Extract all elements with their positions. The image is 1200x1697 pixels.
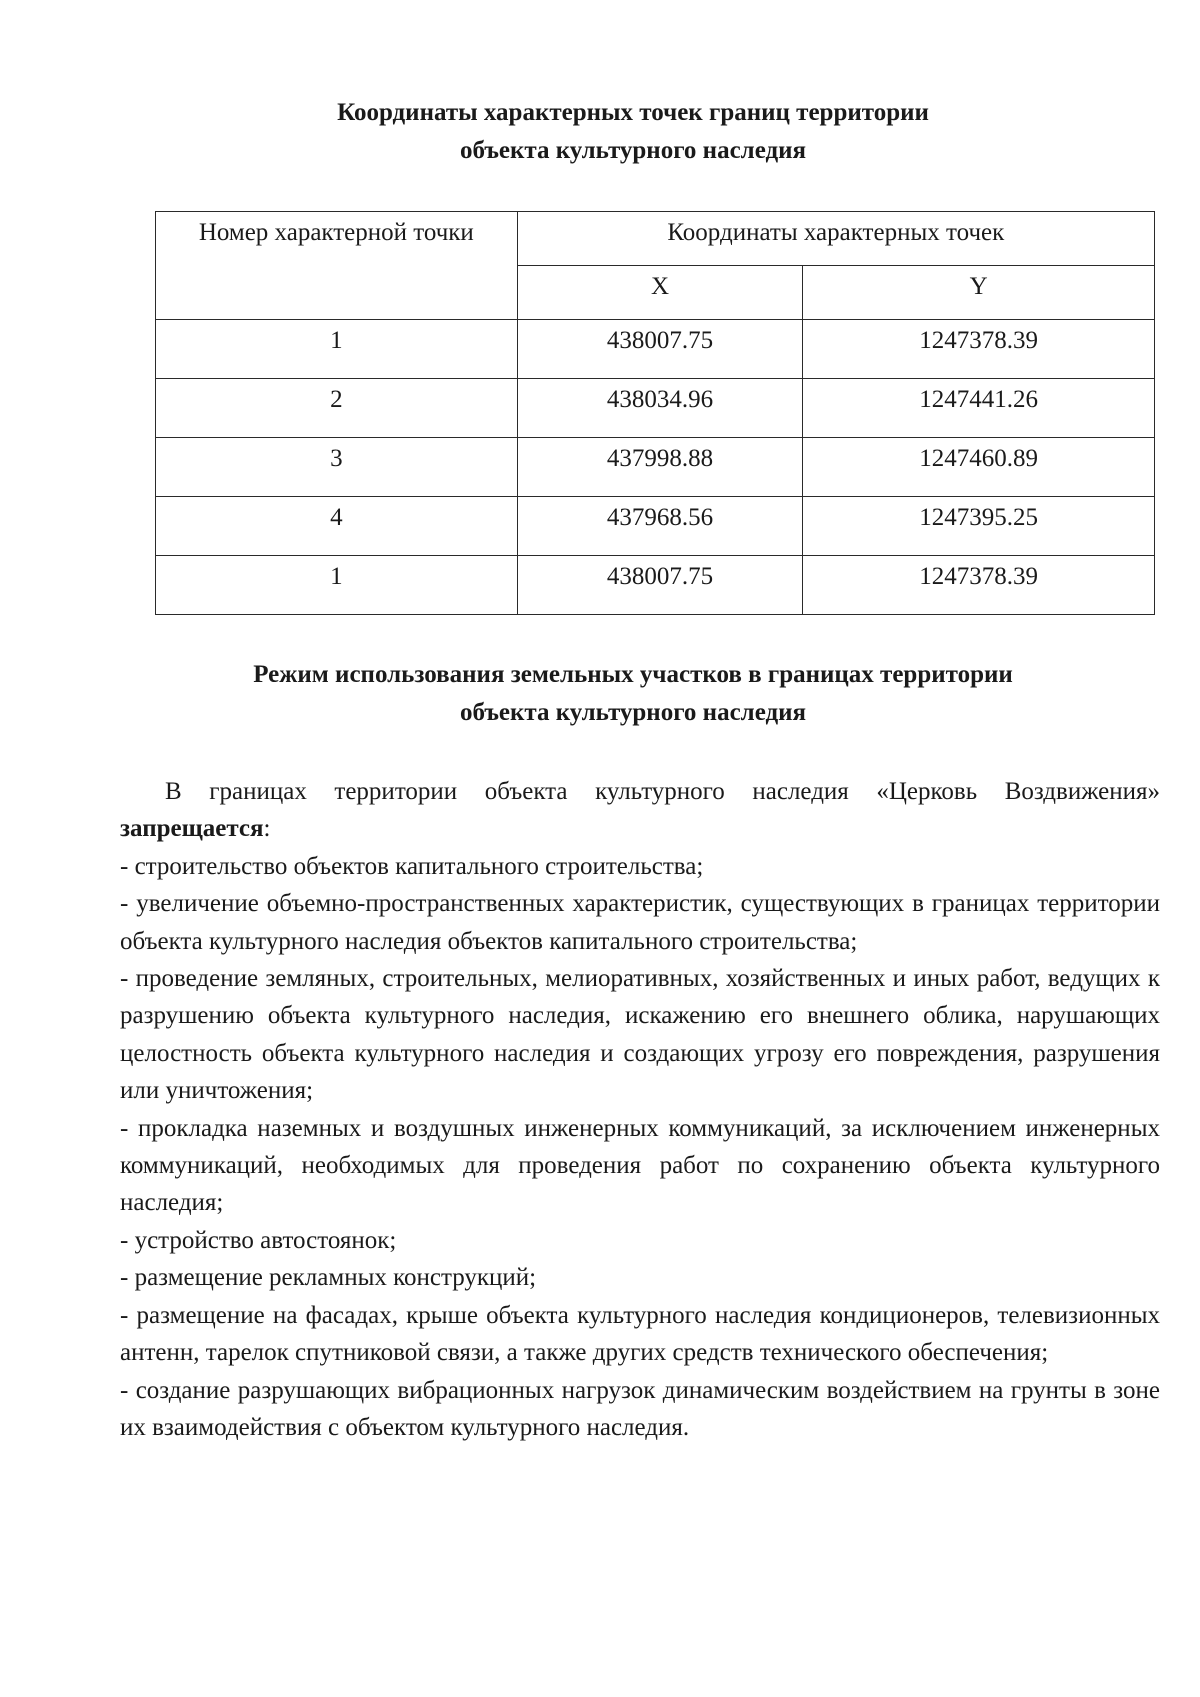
list-item: - строительство объектов капитального строительства;	[120, 852, 704, 880]
coordinates-table	[155, 211, 1155, 615]
point-number-cell: 2	[156, 379, 518, 438]
list-item: - увеличение объемно-пространственных характеристик, существующих в границах территории объекта культурного наследия объектов капитального строительства;	[120, 890, 1160, 955]
intro-text: В границах территории объекта культурного наследия «Церковь Воздвижения»	[165, 778, 1160, 805]
point-number-cell: 4	[156, 497, 518, 556]
header-y: Y	[803, 266, 1155, 320]
land-use-heading-line2: объекта культурного наследия	[459, 699, 807, 726]
y-cell: 1247395.25	[803, 497, 1155, 556]
x-cell: 437998.88	[517, 438, 803, 497]
table-row	[156, 556, 1155, 615]
list-item: - устройство автостоянок;	[120, 1226, 397, 1254]
coordinates-heading	[113, 94, 1153, 170]
table-row	[156, 379, 1155, 438]
coordinates-heading-line2: объекта культурного наследия	[459, 137, 807, 164]
header-coordinates: Координаты характерных точек	[517, 212, 1154, 266]
list-item: - создание разрушающих вибрационных нагрузок динамическим воздействием на грунты в зоне их взаимодействия с объектом культурного наследия.	[120, 1376, 1160, 1441]
x-cell: 438007.75	[517, 320, 803, 379]
prohibited-colon: :	[263, 815, 271, 843]
header-point-number: Номер характерной точки	[156, 212, 518, 320]
x-cell: 438034.96	[517, 379, 803, 438]
list-item: - прокладка наземных и воздушных инженерных коммуникаций, за исключением инженерных коммуникаций, необходимых для проведения работ по сохранению объекта культурного наследия;	[120, 1114, 1160, 1217]
x-cell: 437968.56	[517, 497, 803, 556]
coordinates-heading-line1: Координаты характерных точек границ территории	[337, 99, 929, 126]
regime-body	[120, 773, 1160, 1446]
land-use-heading-line1: Режим использования земельных участков в границах территории	[253, 661, 1013, 688]
land-use-regime-heading	[113, 656, 1153, 732]
y-cell: 1247460.89	[803, 438, 1155, 497]
list-item: - проведение земляных, строительных, мелиоративных, хозяйственных и иных работ, ведущих к разрушению объекта культурного наследия, искажению его внешнего облика, нарушающих целостность объекта культурного наследия и создающих угрозу его повреждения, разрушения или уничтожения;	[120, 965, 1160, 1105]
table-row	[156, 438, 1155, 497]
table-row	[156, 320, 1155, 379]
y-cell: 1247378.39	[803, 556, 1155, 615]
intro-paragraph	[120, 773, 1160, 848]
point-number-cell: 3	[156, 438, 518, 497]
header-x: X	[517, 266, 803, 320]
x-cell: 438007.75	[517, 556, 803, 615]
point-number-cell: 1	[156, 556, 518, 615]
table-row	[156, 497, 1155, 556]
list-item: - размещение на фасадах, крыше объекта культурного наследия кондиционеров, телевизионных антенн, тарелок спутниковой связи, а также других средств технического обеспечения;	[120, 1301, 1160, 1367]
y-cell: 1247441.26	[803, 379, 1155, 438]
list-item: - размещение рекламных конструкций;	[120, 1264, 537, 1292]
prohibited-word: запрещается	[120, 815, 264, 843]
point-number-cell: 1	[156, 320, 518, 379]
y-cell: 1247378.39	[803, 320, 1155, 379]
